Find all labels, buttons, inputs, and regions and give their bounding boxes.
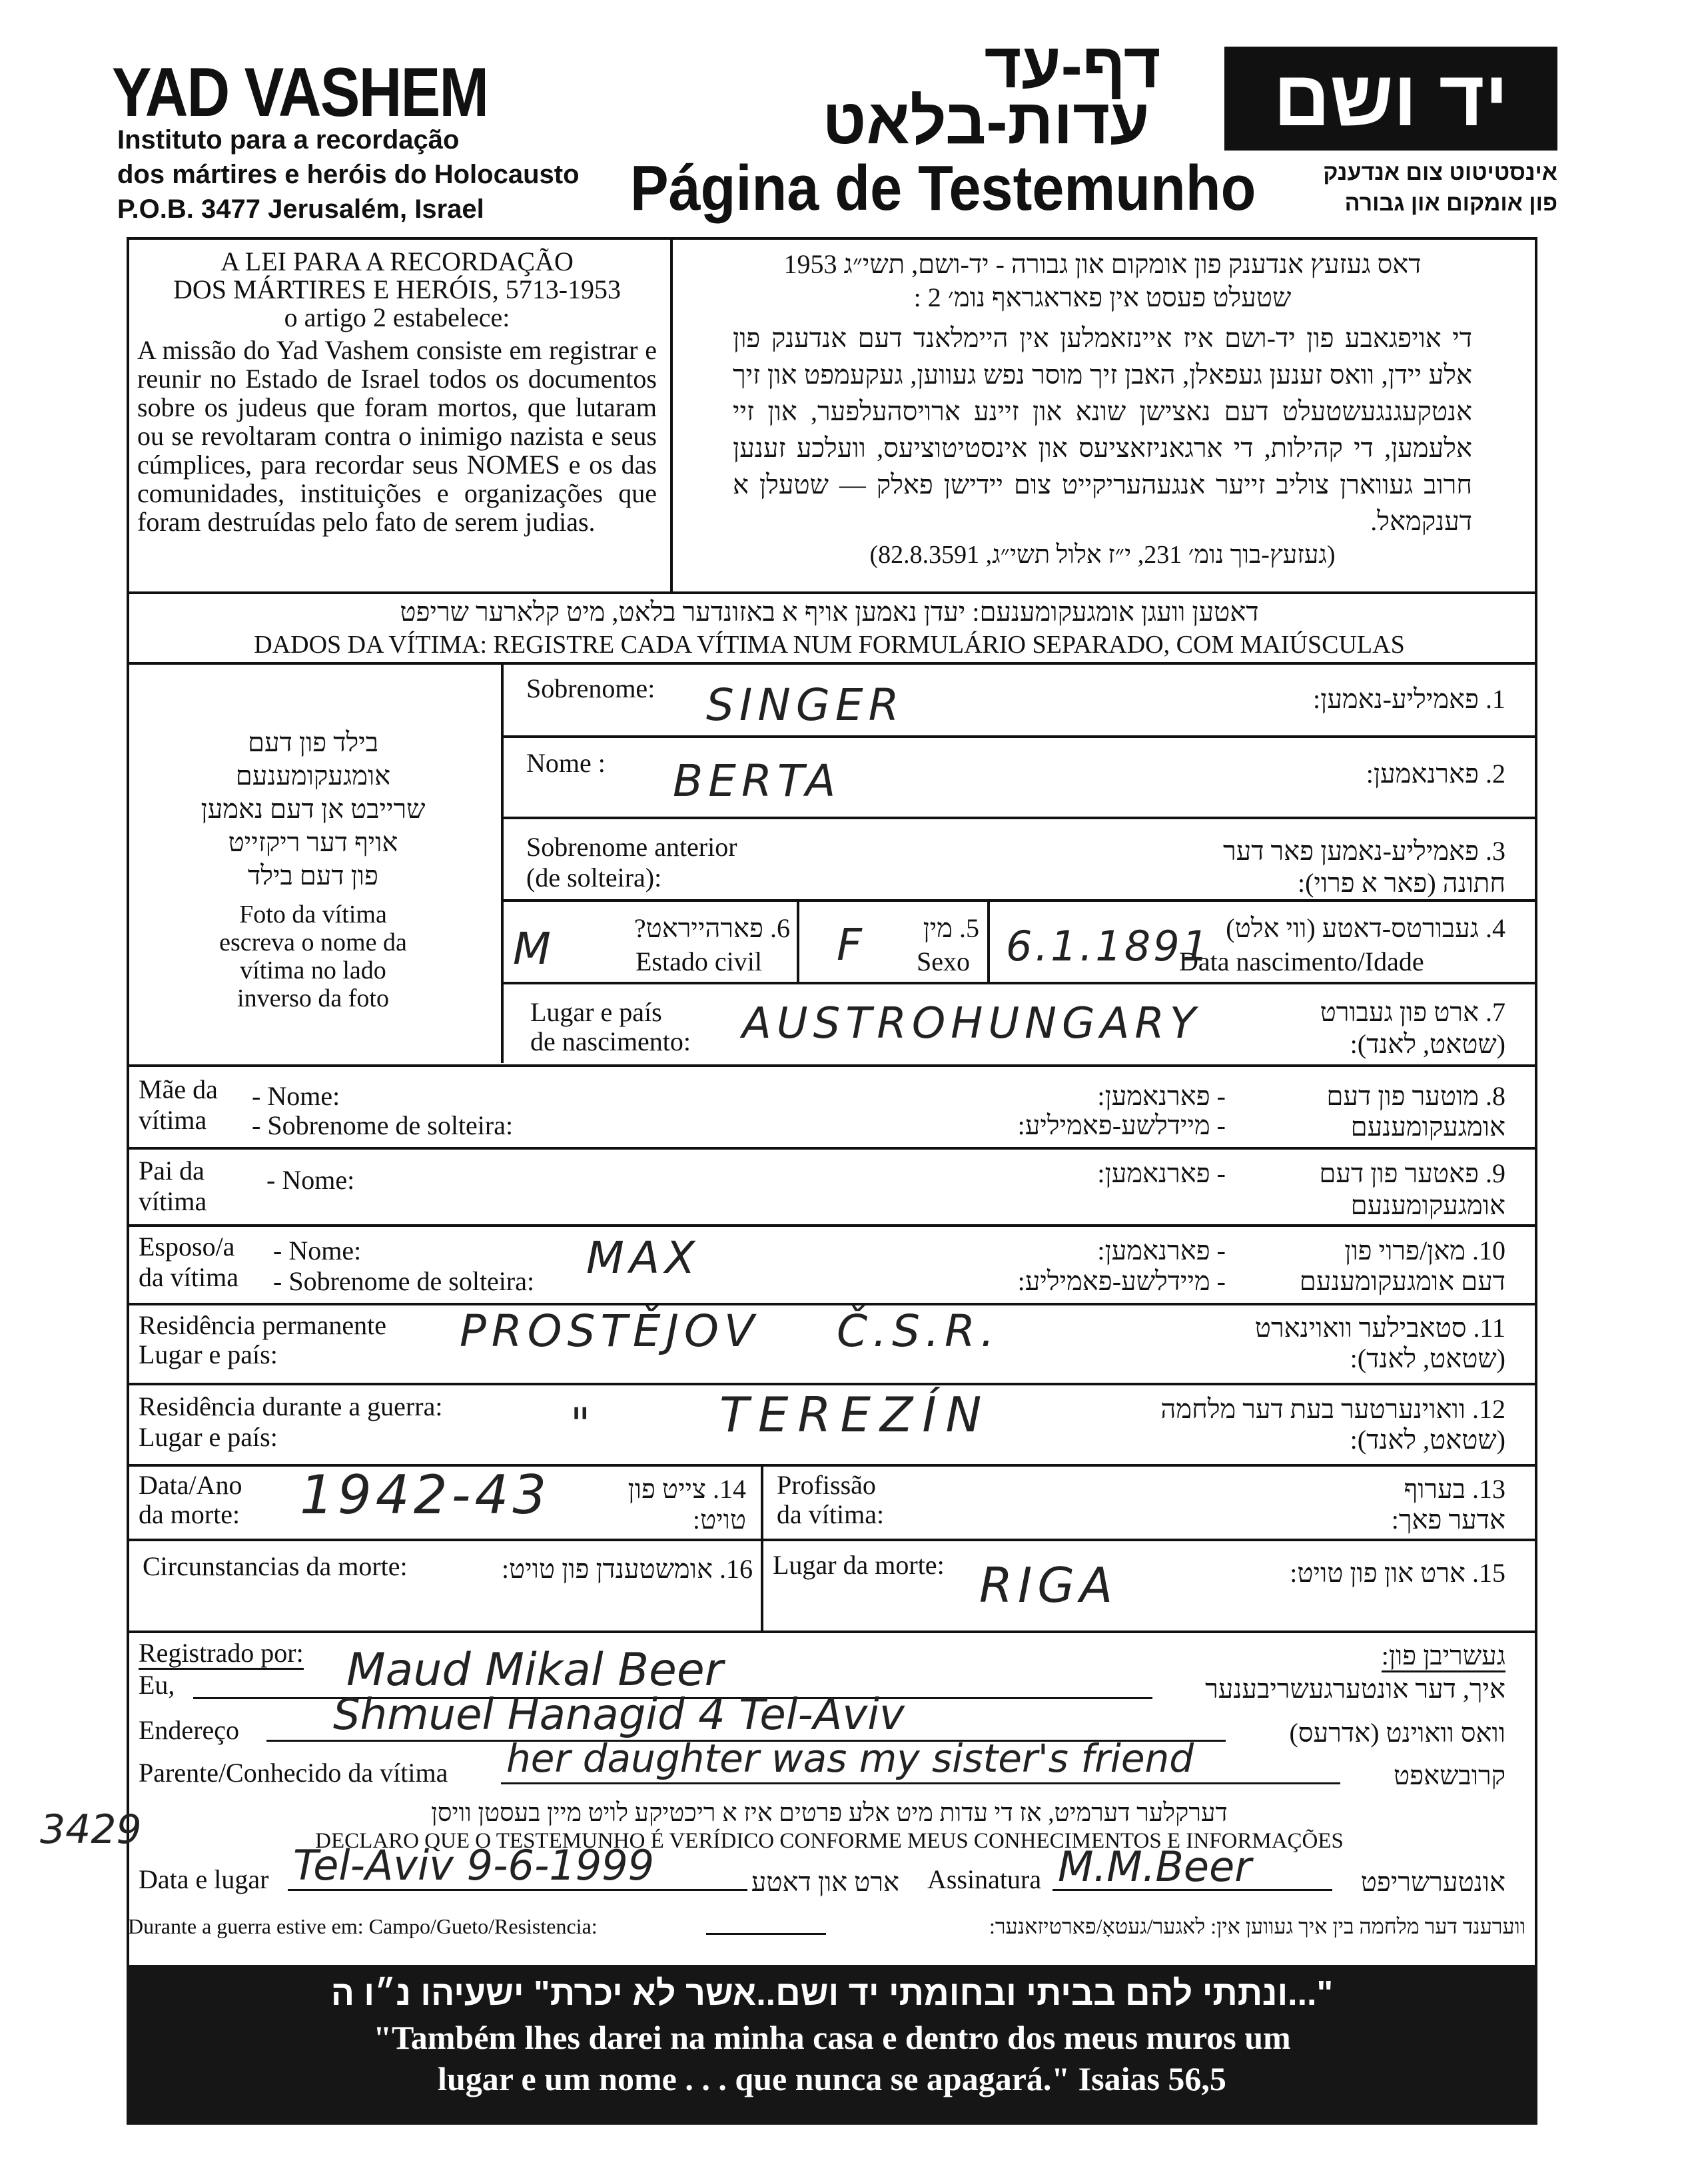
death-place-value: RIGA — [979, 1557, 1118, 1613]
prev-surname-label-he-1: 3. פאמיליע-נאמען פאר דער — [1222, 836, 1505, 866]
title-portuguese: Página de Testemunho — [630, 153, 1256, 224]
eu-label-he: איך, דער אונטערגעשריבענער — [1205, 1674, 1505, 1704]
eu-label: Eu, — [139, 1670, 175, 1700]
perm-residence-country: Č.S.R. — [837, 1305, 1000, 1357]
death-date-label-2: da morte: — [139, 1499, 240, 1529]
org-line-3: P.O.B. 3477 Jerusalém, Israel — [117, 194, 484, 224]
photo-box — [133, 726, 493, 1012]
spouse-value: MAX — [586, 1232, 701, 1283]
mother-label-he-1: 8. מוטער פון דעם — [1326, 1081, 1505, 1111]
address-label: Endereço — [139, 1715, 240, 1745]
row-rule-1 — [502, 735, 1535, 738]
war-residence-label-1: Residência durante a guerra: — [139, 1391, 443, 1421]
date-place-value: Tel-Aviv 9-6-1999 — [293, 1841, 655, 1890]
logo-subtitle-2: פון אומקום און גבורה — [1344, 190, 1557, 216]
registered-by-text: Registrado por: — [139, 1638, 304, 1670]
prev-surname-label-2: (de solteira): — [526, 863, 662, 893]
surname-label-he: 1. פאמיליע-נאמען: — [1313, 684, 1505, 714]
address-label-he: וואס וואוינט (אדרעס) — [1289, 1718, 1505, 1748]
law-body: A missão do Yad Vashem consiste em registrar e reunir no Estado de Israel todos os documentos sobre os judeus que foram mortos, que lutaram ou se revoltaram contra o inimigo nazista e seus cúmplices, para recordar seus NOMES e os das comunidades, instituições e organizações que foram destruídas pelo fato de serem judias. — [137, 335, 657, 537]
registered-by-label-he — [1266, 1641, 1505, 1670]
law-title-1: A LEI PARA A RECORDAÇÃO — [220, 246, 574, 276]
war-location-pt: Durante a guerra estive em: Campo/Gueto/Resistencia: — [128, 1914, 598, 1938]
spouse-name-label: - Nome: — [273, 1236, 362, 1266]
victim-header-rule — [127, 662, 1535, 665]
logo-text: יד ושם — [1273, 55, 1509, 143]
civil-sex-divider — [797, 901, 799, 982]
perm-residence-label-he-1: 11. סטאבילער וואוינארט — [1254, 1313, 1505, 1343]
birthplace-label-he-2: (שטאט, לאנד): — [1350, 1029, 1505, 1059]
spouse-label-2: da vítima — [139, 1262, 238, 1292]
mother-maiden-label: - Sobrenome de solteira: — [252, 1110, 514, 1140]
footer-quote-pt-2: lugar e um nome . . . que nunca se apagará." Isaias 56,5 — [438, 2060, 1226, 2097]
war-residence-value: TEREZÍN — [719, 1387, 991, 1443]
profession-label-2: da vítima: — [777, 1499, 885, 1529]
war-residence-label-2: Lugar e país: — [139, 1422, 278, 1452]
spouse-label-he-2: דעם אומגעקומענעם — [1299, 1266, 1505, 1296]
eu-value: Maud Mikal Beer — [346, 1644, 723, 1696]
photo-yi-4: אויף דער ריקזייט — [228, 827, 398, 857]
photo-yi-3: שרייבט אן דעם נאמען — [201, 794, 426, 824]
row-rule-2 — [502, 817, 1535, 819]
civil-status-label-he: 6. פארהייראט? — [633, 913, 790, 943]
row-rule-11 — [127, 1539, 1535, 1541]
law-yi-body: די אויפגאבע פון יד-ושם איז איינזאמלען אין היימלאנד דעם אנדענק פון אלע יידן, וואס זענען געפאלן, האבן זיך מוסר נפש געווען, געקעמפט און זיך אנטקעגנגעשטעלט דעם נאצישן שונא און זיינע ארויסהעלפער, און זיי אלעמען, די קהילות, די ארגאניזאציעס און אינסטיטוציעס, וועלכע זענען חרוב געווארן צוליב זייער אנגעהעריקייט צום יידישן פאלק — שטעלן א דענקמאל. — [733, 323, 1472, 536]
photo-instruction: Foto da vítima escreva o nome da vítima no lado inverso da foto — [219, 901, 407, 1012]
prev-surname-label-1: Sobrenome anterior — [526, 832, 737, 862]
civil-status-label: Estado civil — [635, 946, 762, 976]
name-label-he: 2. פארנאמען: — [1366, 759, 1505, 789]
law-yi-title-2: שטעלט פעסט אין פאראגראף נומ׳ 2 : — [913, 282, 1292, 312]
law-title-3: o artigo 2 estabelece: — [284, 302, 510, 332]
birthplace-label-2: de nascimento: — [530, 1026, 691, 1056]
father-label-he-2: אומגעקומענעם — [1350, 1190, 1505, 1220]
father-label-2: vítima — [139, 1186, 207, 1216]
death-date-value: 1942-43 — [300, 1464, 551, 1526]
footer-quote-hebrew: "...ונתתי להם בביתי ובחומתי יד ושם..אשר לא יכרת" ישעיהו נ״ו ה — [330, 1974, 1334, 2013]
mother-label-2: vítima — [139, 1105, 207, 1135]
yad-vashem-logo — [1224, 47, 1557, 151]
prev-surname-label-he-2: חתונה (פאר א פרוי): — [1297, 868, 1505, 898]
footer-band — [127, 1965, 1537, 2125]
profession-label-he-2: אדער פאך: — [1391, 1505, 1505, 1535]
sex-label: Sexo — [917, 946, 970, 976]
war-residence-label-he-1: 12. וואוינערטער בעת דער מלחמה — [1160, 1394, 1505, 1424]
row-rule-8 — [127, 1303, 1535, 1305]
civil-status-value: M — [513, 923, 556, 974]
date-place-label-he: ארט און דאטע — [751, 1867, 899, 1897]
row-rule-3 — [502, 899, 1535, 902]
war-residence-ditto: " — [570, 1399, 596, 1450]
org-name: YAD VASHEM — [112, 54, 488, 131]
birthplace-label-he-1: 7. ארט פון געבורט — [1320, 997, 1505, 1027]
birthplace-value: AUSTROHUNGARY — [742, 999, 1201, 1048]
birth-date-label-he: 4. געבורטס-דאטע (ווי אלט) — [1226, 913, 1505, 943]
photo-yi-1: בילד פון דעם — [248, 727, 378, 757]
death-date-label-he-2: טויט: — [692, 1505, 746, 1535]
father-name-label-he: - פארנאמען: — [1097, 1158, 1226, 1188]
date-place-label: Data e lugar — [139, 1864, 269, 1894]
birthplace-label-1: Lugar e país — [530, 997, 662, 1027]
org-line-2: dos mártires e heróis do Holocausto — [117, 160, 580, 189]
relation-line — [501, 1782, 1340, 1784]
birth-date-label: Data nascimento/Idade — [1179, 946, 1424, 976]
mother-name-label-he: - פארנאמען: — [1097, 1081, 1226, 1111]
mother-name-label: - Nome: — [252, 1081, 340, 1111]
death-prof-divider — [761, 1465, 763, 1632]
logo-subtitle-1: אינסטיטוט צום אנדענק — [1323, 160, 1557, 185]
mother-label-he-2: אומגעקומענעם — [1350, 1112, 1505, 1142]
war-residence-label-he-2: (שטאט, לאנד): — [1350, 1425, 1505, 1455]
perm-residence-city: PROSTĚJOV — [460, 1305, 760, 1357]
relation-label-he: קרובשאפט — [1393, 1760, 1505, 1790]
row-rule-9 — [127, 1383, 1535, 1385]
law-title-2: DOS MÁRTIRES E HERÓIS, 5713-1953 — [173, 274, 622, 304]
relation-label: Parente/Conhecido da vítima — [139, 1758, 448, 1788]
perm-residence-label-2: Lugar e país: — [139, 1339, 278, 1369]
surname-label: Sobrenome: — [526, 673, 655, 703]
law-yi-title-1: דאס געזעץ אנדענק פון אומקום און גבורה - יד-ושם, תשי״ג 1953 — [783, 249, 1422, 279]
law-text-yi — [693, 248, 1512, 570]
row-rule-6 — [127, 1147, 1535, 1150]
relation-value: her daughter was my sister's friend — [506, 1736, 1194, 1781]
perm-residence-label-1: Residência permanente — [139, 1310, 387, 1340]
law-yi-reference: (געזעץ-בוך נומ׳ 231, י״ז אלול תשי״ג, 82.8.3591) — [869, 541, 1336, 569]
title-hebrew: דף-עד — [984, 30, 1161, 101]
war-location-yi: ווערענד דער מלחמה בין איך געווען אין: לאגער/געטאָ/פארטיזאנער: — [989, 1914, 1525, 1938]
spouse-maiden-label: - Sobrenome de solteira: — [273, 1266, 535, 1296]
row-rule-7 — [127, 1224, 1535, 1227]
spouse-label-he-1: 10. מאן/פרוי פון — [1344, 1236, 1505, 1266]
sex-value: F — [837, 919, 867, 970]
footer-quote-pt-1: "Também lhes darei na minha casa e dentro dos meus muros um — [373, 2019, 1291, 2056]
photo-yi-5: פון דעם בילד — [248, 861, 378, 891]
declaration-pt: DECLARO QUE O TESTEMUNHO É VERÍDICO CONFORME MEUS CONHECIMENTOS E INFORMAÇÕES — [315, 1829, 1344, 1853]
name-value: BERTA — [673, 755, 841, 807]
title-yiddish: עדות-בלאט — [822, 86, 1150, 157]
spouse-label-1: Esposo/a — [139, 1232, 235, 1262]
registered-by-he-text: געשריבן פון: — [1382, 1640, 1505, 1672]
birth-date-value: 6.1.1891 — [1006, 922, 1212, 970]
sex-birth-divider — [987, 901, 990, 982]
death-date-label-1: Data/Ano — [139, 1470, 242, 1500]
perm-residence-label-he-2: (שטאט, לאנד): — [1350, 1343, 1505, 1373]
signature-label: Assinatura — [927, 1864, 1042, 1894]
margin-number: 3429 — [40, 1806, 142, 1853]
row-rule-4 — [502, 982, 1535, 984]
father-label-1: Pai da — [139, 1156, 205, 1186]
mother-label-1: Mãe da — [139, 1074, 218, 1104]
father-name-label: - Nome: — [266, 1165, 355, 1195]
death-circumstances-label-he: 16. אומשטענדן פון טויט: — [501, 1554, 753, 1584]
surname-value: SINGER — [706, 679, 905, 731]
photo-yi-2: אומגעקומענעם — [235, 761, 391, 791]
father-label-he-1: 9. פאטער פון דעם — [1319, 1158, 1505, 1188]
spouse-maiden-label-he: - מיידלשע-פאמיליע: — [1017, 1266, 1226, 1296]
photo-box-divider — [501, 663, 504, 1063]
org-line-1: Instituto para a recordação — [117, 125, 460, 155]
mother-maiden-label-he: - מיידלשע-פאמיליע: — [1017, 1110, 1226, 1140]
law-bottom-rule — [127, 591, 1535, 594]
registered-by-label — [139, 1638, 304, 1668]
address-value: Shmuel Hanagid 4 Tel-Aviv — [333, 1690, 905, 1740]
profession-label-1: Profissão — [777, 1470, 876, 1500]
death-place-label-he: 15. ארט און פון טויט: — [1290, 1558, 1505, 1588]
victim-header-pt: DADOS DA VÍTIMA: REGISTRE CADA VÍTIMA NUM FORMULÁRIO SEPARADO, COM MAIÚSCULAS — [254, 631, 1405, 659]
law-divider — [670, 240, 673, 593]
death-circumstances-label: Circunstancias da morte: — [143, 1551, 408, 1581]
victim-header-yi: דאטען וועגן אומגעקומענעם: יעדן נאמען אויף א באזונדער בלאט, מיט קלארער שריפט — [400, 597, 1259, 627]
signature-label-he: אונטערשריפט — [1360, 1867, 1505, 1897]
name-label: Nome : — [526, 748, 606, 778]
spouse-name-label-he: - פארנאמען: — [1097, 1236, 1226, 1266]
signature-value: M.M.Beer — [1058, 1842, 1252, 1891]
law-text-pt — [137, 248, 657, 536]
war-location-line — [706, 1933, 826, 1935]
declaration-yi: דערקלער דערמיט, אז די עדות מיט אלע פרטים איז א ריכטיקע לויט מיין בעסטן וויסן — [431, 1799, 1228, 1827]
death-place-label: Lugar da morte: — [773, 1550, 945, 1580]
sex-label-he: 5. מין — [923, 913, 979, 943]
death-date-label-he-1: 14. צייט פון — [628, 1474, 746, 1504]
row-rule-5 — [127, 1064, 1535, 1067]
profession-label-he-1: 13. בערוף — [1404, 1474, 1505, 1504]
row-rule-12 — [127, 1631, 1535, 1633]
